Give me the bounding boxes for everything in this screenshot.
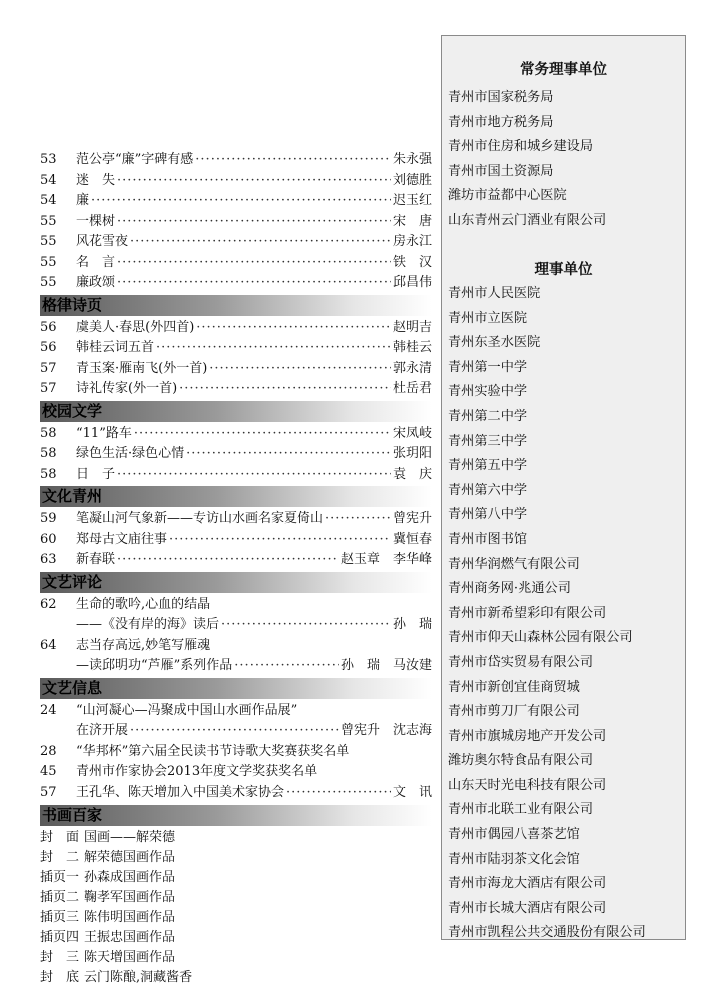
toc-author: 宋 唐 [392, 213, 432, 229]
toc-author: 迟玉红 [392, 193, 432, 208]
toc-author: 赵明吉 [392, 319, 432, 335]
artwork-position: 封 二 [40, 850, 80, 865]
artwork-description: 孙森成国画作品 [84, 870, 176, 885]
council-member: 青州市长城大酒店有限公司 [448, 900, 607, 916]
toc-author: 曾宪升 [392, 511, 432, 526]
toc-page-number: 64 [40, 637, 57, 653]
section-header: 格律诗页 [40, 295, 432, 316]
toc-page-number: 63 [40, 552, 57, 567]
toc-title: 志当存高远,妙笔写雁魂 [76, 637, 211, 653]
toc-entry [40, 762, 432, 783]
council-member: 青州市凯程公共交通股份有限公司 [448, 925, 646, 941]
toc-author: 曾宪升 沈志海 [340, 723, 432, 738]
toc-leader-dots [234, 656, 339, 677]
toc-entry [40, 150, 432, 171]
toc-title: 新春联 [76, 552, 116, 567]
table-of-contents [40, 150, 432, 988]
toc-page-number: 53 [40, 152, 57, 167]
toc-title: 青州市作家协会2013年度文学奖获奖名单 [76, 764, 318, 779]
toc-author: 冀恒春 [392, 531, 432, 547]
toc-page-number: 58 [40, 466, 57, 482]
council-member: 青州市陆羽茶文化会馆 [448, 851, 580, 867]
toc-title: 日 子 [76, 466, 116, 482]
toc-leader-dots [130, 232, 391, 253]
council-member: 青州市新希望彩印有限公司 [448, 605, 607, 621]
toc-entry [40, 338, 432, 359]
council-member: 潍坊奥尔特食品有限公司 [448, 753, 594, 769]
toc-leader-dots [169, 530, 391, 551]
sponsor-panel [441, 35, 686, 940]
toc-leader-dots [117, 212, 391, 233]
toc-title: ——《没有岸的海》读后 [76, 617, 220, 632]
artwork-description: 陈天增国画作品 [84, 950, 176, 965]
toc-page-number: 56 [40, 319, 57, 335]
toc-entry [40, 595, 432, 616]
toc-title: —读邱明功“芦雁”系列作品 [76, 658, 233, 673]
toc-leader-dots [209, 359, 391, 380]
artwork-position: 封 三 [40, 950, 80, 965]
council-member: 青州第二中学 [448, 408, 528, 424]
toc-page-number: 57 [40, 360, 57, 376]
toc-leader-dots [117, 550, 339, 571]
toc-page-number: 60 [40, 531, 57, 547]
artwork-entry [40, 908, 432, 928]
toc-entry [40, 550, 432, 571]
toc-entry [40, 742, 432, 763]
toc-page-number: 55 [40, 254, 57, 270]
toc-author: 邱昌伟 [392, 275, 432, 290]
toc-title: “山河凝心—冯聚成中国山水画作品展” [76, 702, 298, 718]
toc-entry [40, 359, 432, 380]
toc-page-number: 55 [40, 275, 57, 290]
toc-entry [40, 191, 432, 212]
council-member: 青州第六中学 [448, 482, 528, 498]
toc-leader-dots [134, 424, 391, 445]
toc-page-number: 58 [40, 425, 57, 441]
standing-member: 青州市国土资源局 [448, 163, 554, 179]
toc-page-number: 55 [40, 234, 57, 249]
toc-author: 赵玉章 李华峰 [340, 552, 432, 567]
toc-title: 风花雪夜 [76, 234, 129, 249]
council-member: 青州市岱实贸易有限公司 [448, 654, 594, 670]
toc-leader-dots [117, 253, 391, 274]
toc-title: 廉 [76, 193, 90, 208]
artwork-position: 插页四 [40, 930, 80, 945]
council-member: 青州华润燃气有限公司 [448, 556, 580, 572]
toc-leader-dots [196, 318, 391, 339]
toc-title: 范公亭“廉”字碑有感 [76, 152, 194, 167]
toc-page-number: 54 [40, 172, 57, 188]
toc-entry [40, 615, 432, 636]
standing-members-list [448, 86, 606, 234]
toc-page-number: 55 [40, 213, 57, 229]
toc-author: 韩桂云 [392, 340, 432, 355]
toc-entry [40, 444, 432, 465]
artwork-entry [40, 928, 432, 948]
toc-leader-dots [286, 783, 391, 804]
toc-title: 一棵树 [76, 213, 116, 229]
toc-entry [40, 273, 432, 294]
toc-title: 青玉案·雁南飞(外一首) [76, 360, 208, 376]
council-member: 青州第三中学 [448, 433, 528, 449]
toc-author: 宋凤岐 [392, 425, 432, 441]
toc-title: 生命的歌吟,心血的结晶 [76, 596, 211, 612]
artwork-position: 封 面 [40, 830, 80, 845]
artwork-entry [40, 868, 432, 888]
toc-author: 刘德胜 [392, 172, 432, 188]
toc-page-number: 28 [40, 743, 57, 759]
toc-entry [40, 232, 432, 253]
toc-leader-dots [186, 444, 391, 465]
council-member: 青州市旗城房地产开发公司 [448, 728, 607, 744]
toc-title: 王孔华、陈天增加入中国美术家协会 [76, 784, 285, 800]
toc-entry [40, 721, 432, 742]
toc-page-number: 59 [40, 511, 57, 526]
standing-member: 山东青州云门酒业有限公司 [448, 212, 607, 228]
toc-author: 朱永强 [392, 152, 432, 167]
artwork-description: 解荣德国画作品 [84, 850, 176, 865]
toc-page-number: 24 [40, 702, 57, 718]
section-header: 文艺信息 [40, 678, 432, 699]
council-member: 青州第五中学 [448, 458, 528, 474]
standing-member: 青州市住房和城乡建设局 [448, 139, 594, 155]
artwork-position: 插页三 [40, 910, 80, 925]
toc-title: 笔凝山河气象新——专访山水画名家夏倚山 [76, 511, 324, 526]
artwork-position: 插页一 [40, 870, 80, 885]
toc-author: 孙 瑞 [392, 617, 432, 632]
toc-entry [40, 509, 432, 530]
toc-page-number: 54 [40, 193, 57, 208]
toc-page-number: 62 [40, 596, 57, 612]
artwork-position: 封 底 [40, 970, 80, 985]
toc-leader-dots [325, 509, 391, 530]
artwork-entry [40, 948, 432, 968]
council-member: 青州市北联工业有限公司 [448, 802, 594, 818]
council-member: 青州市新创宜佳商贸城 [448, 679, 580, 695]
toc-leader-dots [221, 615, 391, 636]
toc-entry [40, 318, 432, 339]
council-member: 青州市立医院 [448, 310, 528, 326]
standing-member: 潍坊市益都中心医院 [448, 188, 567, 204]
council-member: 青州市海龙大酒店有限公司 [448, 876, 607, 892]
toc-author: 文 讯 [392, 784, 432, 800]
council-member: 青州实验中学 [448, 384, 528, 400]
standing-member: 青州市地方税务局 [448, 114, 554, 130]
council-member: 山东天时光电科技有限公司 [448, 777, 607, 793]
toc-title: 韩桂云词五首 [76, 340, 155, 355]
council-member: 青州市偶园八喜茶艺馆 [448, 827, 580, 843]
toc-leader-dots [130, 721, 339, 742]
council-member: 青州市图书馆 [448, 531, 528, 547]
toc-title: 虞美人·春思(外四首) [76, 319, 195, 335]
toc-entry [40, 379, 432, 400]
toc-author: 杜岳君 [392, 381, 432, 396]
toc-page-number: 58 [40, 446, 57, 461]
section-header: 校园文学 [40, 401, 432, 422]
council-member: 青州第一中学 [448, 359, 528, 375]
toc-entry [40, 171, 432, 192]
artwork-entry [40, 828, 432, 848]
section-header: 文艺评论 [40, 572, 432, 593]
artwork-description: 鞠孝军国画作品 [84, 890, 176, 905]
toc-entry [40, 212, 432, 233]
artwork-entry [40, 888, 432, 908]
toc-entry [40, 636, 432, 657]
toc-leader-dots [195, 150, 391, 171]
artwork-description: 云门陈酿,洞藏酱香 [84, 970, 193, 985]
artwork-entry [40, 848, 432, 868]
toc-author: 郭永清 [392, 360, 432, 376]
council-members-title: 理事单位 [534, 262, 593, 278]
toc-leader-dots [179, 379, 391, 400]
toc-author: 袁 庆 [392, 466, 432, 482]
toc-title: 廉政颂 [76, 275, 116, 290]
toc-title: 迷 失 [76, 172, 116, 188]
standing-member: 青州市国家税务局 [448, 90, 554, 105]
toc-author: 铁 汉 [392, 254, 432, 270]
toc-title: 诗礼传家(外一首) [76, 381, 178, 396]
toc-leader-dots [117, 171, 391, 192]
section-header: 文化青州 [40, 486, 432, 507]
toc-entry [40, 530, 432, 551]
toc-author: 孙 瑞 马汝建 [340, 658, 432, 673]
toc-leader-dots [117, 273, 391, 294]
artwork-entry [40, 968, 432, 988]
council-member: 青州东圣水医院 [448, 335, 541, 351]
toc-author: 张玥阳 [392, 446, 432, 461]
toc-page-number: 45 [40, 764, 57, 779]
toc-title: “华邦杯”第六届全民读书节诗歌大奖赛获奖名单 [76, 743, 350, 759]
artwork-position: 插页二 [40, 890, 80, 905]
toc-leader-dots [156, 338, 391, 359]
toc-page-number: 57 [40, 784, 57, 800]
standing-members-title: 常务理事单位 [520, 62, 607, 78]
council-members-list [448, 282, 646, 946]
toc-entry [40, 656, 432, 677]
toc-entry [40, 253, 432, 274]
toc-title: 绿色生活·绿色心情 [76, 446, 185, 461]
council-member: 青州市仰天山森林公园有限公司 [448, 630, 633, 646]
toc-leader-dots [91, 191, 391, 212]
council-member: 青州市人民医院 [448, 286, 541, 301]
toc-title: 名 言 [76, 254, 116, 270]
toc-entry [40, 701, 432, 722]
council-member: 青州商务网·兆通公司 [448, 581, 571, 597]
artwork-description: 陈伟明国画作品 [84, 910, 176, 925]
toc-title: 在济开展 [76, 723, 129, 738]
artwork-description: 国画——解荣德 [84, 830, 176, 845]
council-member: 青州第八中学 [448, 507, 528, 523]
artwork-description: 王振忠国画作品 [84, 930, 176, 945]
toc-page-number: 56 [40, 340, 57, 355]
toc-leader-dots [117, 465, 391, 486]
toc-author: 房永江 [392, 234, 432, 249]
toc-title: “11”路车 [76, 425, 132, 441]
toc-page-number: 57 [40, 381, 57, 396]
toc-entry [40, 465, 432, 486]
toc-entry [40, 424, 432, 445]
council-member: 青州市剪刀厂有限公司 [448, 704, 580, 720]
toc-title: 郑母古文庙往事 [76, 531, 168, 547]
toc-entry [40, 783, 432, 804]
section-header-arts: 书画百家 [40, 805, 432, 826]
